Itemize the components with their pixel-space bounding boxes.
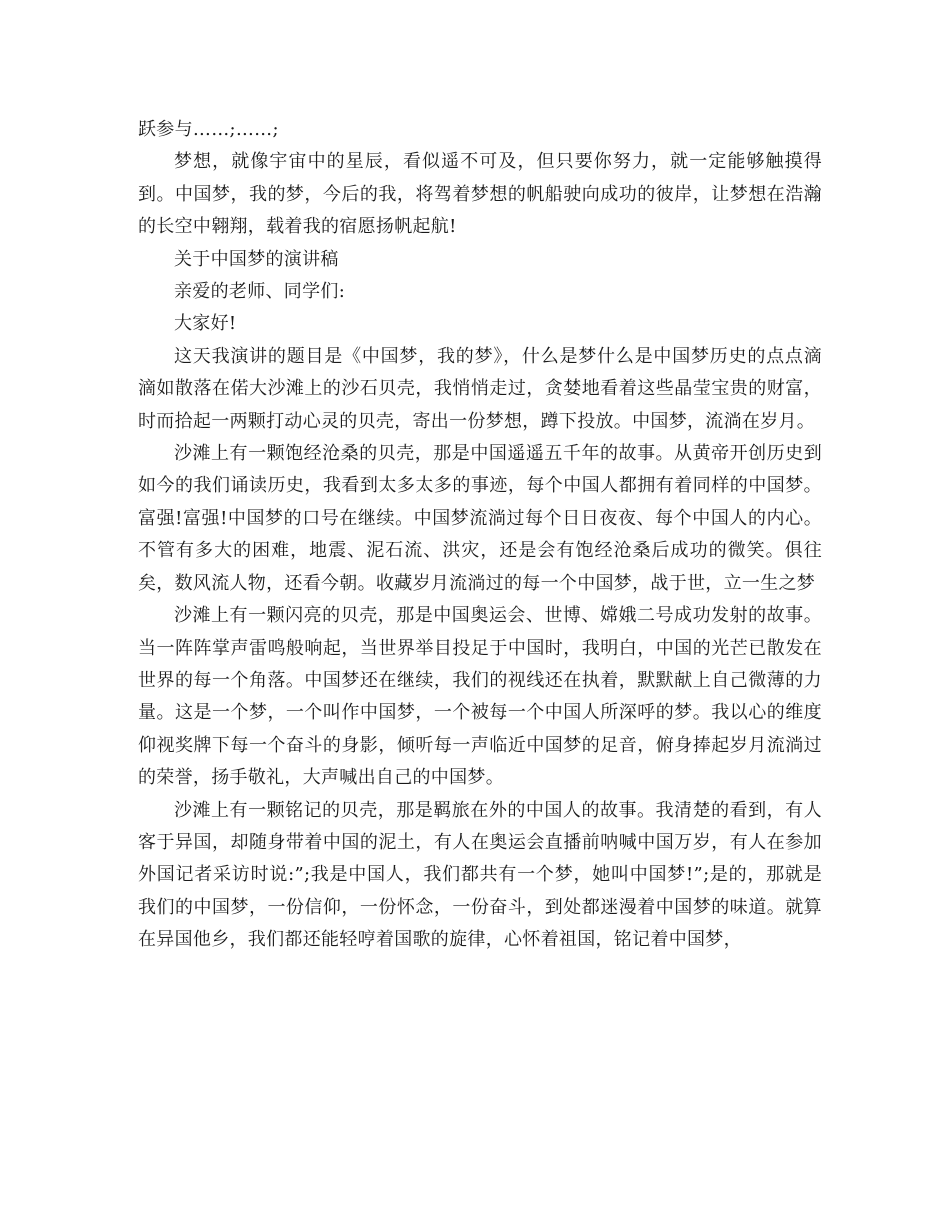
paragraph-dream-stars: 梦想，就像宇宙中的星辰，看似遥不可及，但只要你努力，就一定能够触摸得到。中国梦，我的梦，今后的我，将驾着梦想的帆船驶向成功的彼岸，让梦想在浩瀚的长空中翱翔，载着我的宿愿扬帆起航!	[138, 151, 822, 238]
paragraph-shell-history: 沙滩上有一颗饱经沧桑的贝壳，那是中国遥遥五千年的故事。从黄帝开创历史到如今的我们诵读历史，我看到太多太多的事迹，每个中国人都拥有着同样的中国梦。富强!富强!中国梦的口号在继续。中国梦流淌过每个日日夜夜、每个中国人的内心。不管有多大的困难，地震、泥石流、洪灾，还是会有饱经沧桑后成功的微笑。俱往矣，数风流人物，还看今朝。收藏岁月流淌过的每一个中国梦，战于世，立一生之梦	[138, 443, 822, 594]
paragraph-shell-achievements: 沙滩上有一颗闪亮的贝壳，那是中国奥运会、世博、嫦娥二号成功发射的故事。当一阵阵掌声雷鸣般响起，当世界举目投足于中国时，我明白，中国的光芒已散发在世界的每一个角落。中国梦还在继续，我们的视线还在执着，默默献上自己微薄的力量。这是一个梦，一个叫作中国梦，一个被每一个中国人所深呼的梦。我以心的维度仰视奖牌下每一个奋斗的身影，倾听每一声临近中国梦的足音，俯身捧起岁月流淌过的荣誉，扬手敬礼，大声喊出自己的中国梦。	[138, 605, 822, 789]
speech-title: 关于中国梦的演讲稿	[174, 248, 339, 270]
salutation: 亲爱的老师、同学们:	[174, 281, 346, 303]
paragraph-speech-intro: 这天我演讲的题目是《中国梦，我的梦》，什么是梦什么是中国梦历史的点点滴滴如散落在偌大沙滩上的沙石贝壳，我悄悄走过，贪婪地看着这些晶莹宝贵的财富，时而拾起一两颗打动心灵的贝壳，寄出一份梦想，蹲下投放。中国梦，流淌在岁月。	[138, 345, 822, 432]
greeting: 大家好!	[174, 313, 237, 335]
document-body	[138, 114, 822, 957]
paragraph-shell-overseas: 沙滩上有一颗铭记的贝壳，那是羁旅在外的中国人的故事。我清楚的看到，有人客于异国，却随身带着中国的泥土，有人在奥运会直播前呐喊中国万岁，有人在参加外国记者采访时说:”;我是中国人，我们都共有一个梦，她叫中国梦!”;是的，那就是我们的中国梦，一份信仰，一份怀念，一份奋斗，到处都迷漫着中国梦的味道。就算在异国他乡，我们都还能轻哼着国歌的旋律，心怀着祖国，铭记着中国梦，	[138, 799, 822, 951]
paragraph-continuation: 跃参与……;……;	[138, 119, 279, 140]
